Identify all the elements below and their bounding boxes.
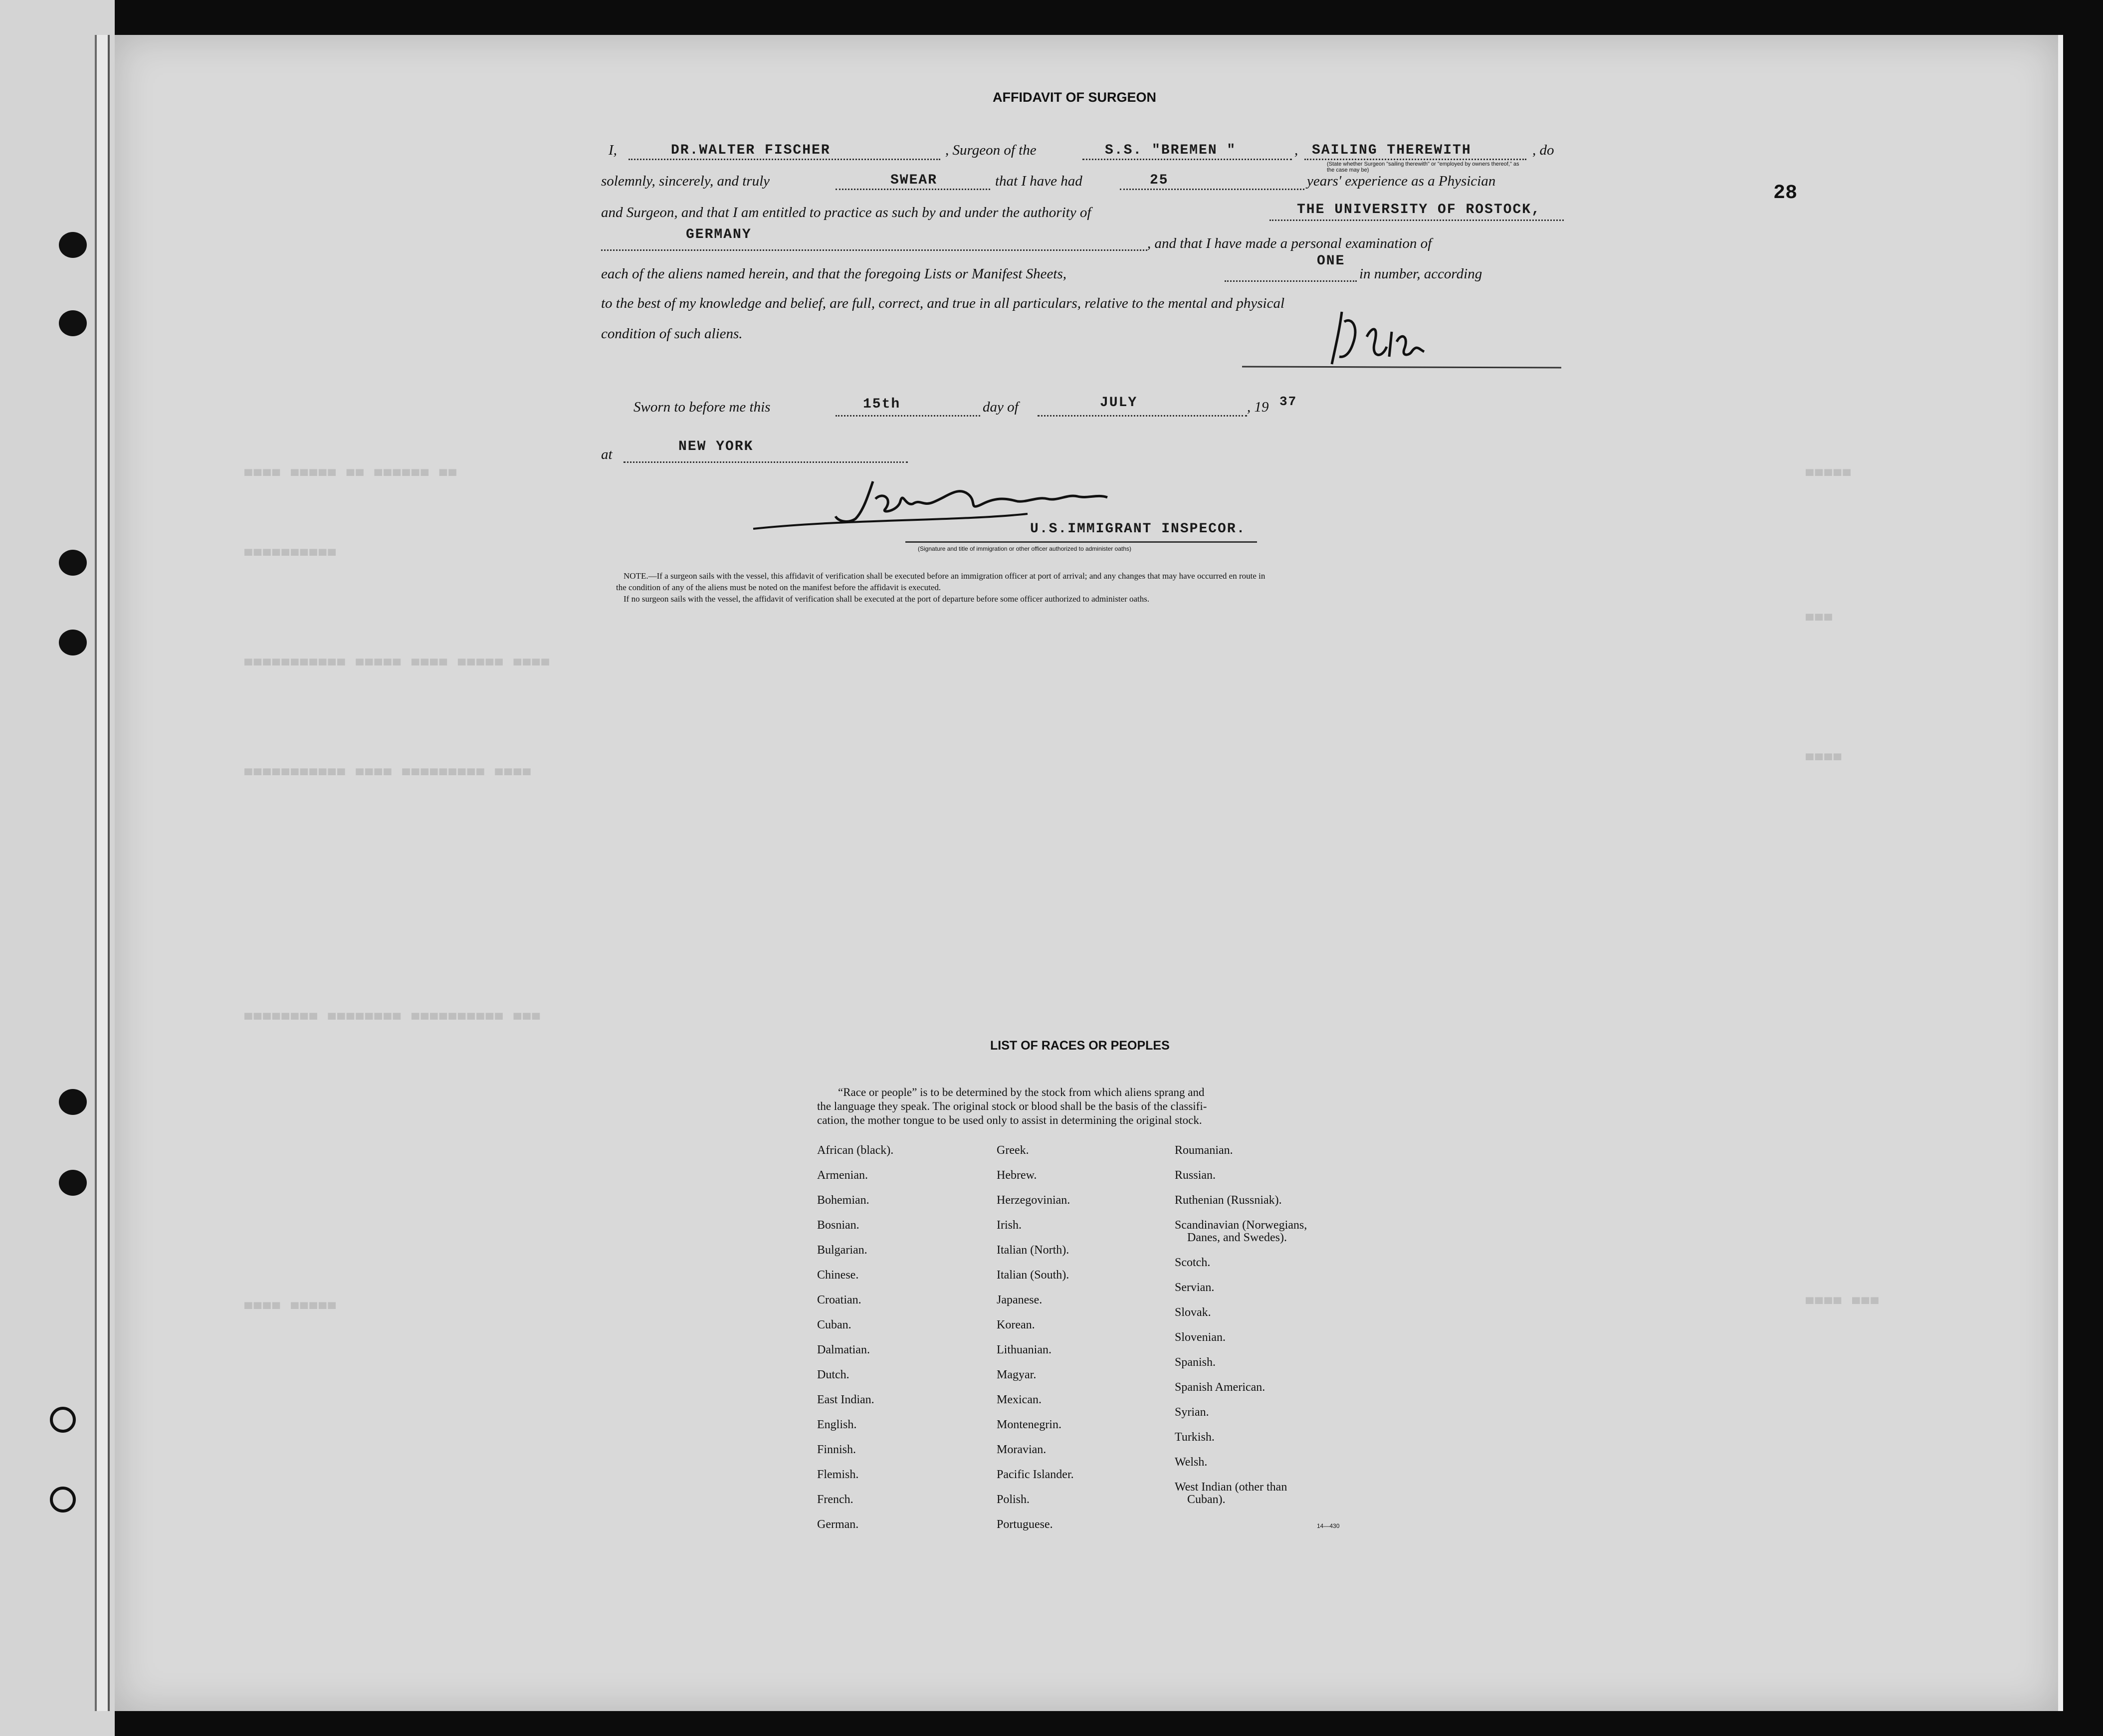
race-item: English. [817, 1418, 857, 1431]
race-item: German. [817, 1518, 859, 1531]
blank-line [624, 461, 908, 463]
races-intro-1: “Race or people” is to be determined by the stock from which aliens sprang and [838, 1086, 1205, 1098]
race-item: Korean. [997, 1318, 1035, 1331]
races-intro-3: cation, the mother tongue to be used only to assist in determining the original stock. [817, 1114, 1202, 1126]
blank-line [601, 249, 1147, 251]
blank-line [1269, 219, 1564, 221]
race-item: Syrian. [1175, 1406, 1209, 1419]
blank-line [629, 159, 940, 160]
bleed-through-text: ▀▀▀ [1806, 614, 1834, 629]
race-item: Scandinavian (Norwegians, [1175, 1219, 1307, 1232]
bleed-through-text: ▀▀▀▀ ▀▀▀ [1806, 1297, 1880, 1312]
bleed-through-text: ▀▀▀▀ [1806, 753, 1843, 768]
at-label: at [601, 446, 613, 462]
race-item: Russian. [1175, 1169, 1216, 1182]
inspector-title: U.S.IMMIGRANT INSPECOR. [1030, 521, 1246, 537]
sworn-label: Sworn to before me this [633, 399, 771, 415]
surgeon-name: DR.WALTER FISCHER [671, 143, 831, 158]
race-item: Cuban. [817, 1318, 851, 1331]
oath-type: SWEAR [890, 173, 938, 188]
race-item: Chinese. [817, 1269, 859, 1282]
licensing-authority: THE UNIVERSITY OF ROSTOCK, [1297, 202, 1541, 217]
race-item: Irish. [997, 1219, 1022, 1232]
form-number: 14—430 [1317, 1522, 1340, 1529]
race-item: Slovenian. [1175, 1331, 1226, 1344]
race-item: Dutch. [817, 1368, 849, 1381]
race-item: Montenegrin. [997, 1418, 1061, 1431]
race-item: Spanish American. [1175, 1381, 1265, 1394]
comma: , [1294, 142, 1298, 158]
race-item: Bosnian. [817, 1219, 859, 1232]
race-item: Magyar. [997, 1368, 1037, 1381]
blank-line [836, 189, 990, 190]
binder-hole [59, 550, 87, 576]
bleed-through-text: ▀▀▀▀ ▀▀▀▀▀ ▀▀ ▀▀▀▀▀▀ ▀▀ [244, 469, 458, 484]
sworn-year-prefix: , 19 [1247, 399, 1269, 415]
race-item: Mexican. [997, 1393, 1042, 1406]
race-item: Flemish. [817, 1468, 859, 1481]
bleed-through-text: ▀▀▀▀▀▀▀▀▀▀ [244, 549, 338, 564]
affidavit-line3: and Surgeon, and that I am entitled to practice as such by and under the authority of [601, 205, 1091, 220]
affidavit-line2-b: that I have had [995, 173, 1082, 189]
affidavit-line4-end: , and that I have made a personal examination of [1147, 235, 1432, 251]
race-item: Bohemian. [817, 1194, 869, 1207]
blank-line [1082, 159, 1292, 160]
blank-line [1225, 280, 1357, 282]
blank-line [1304, 159, 1526, 160]
race-item: Herzegovinian. [997, 1194, 1070, 1207]
sworn-place: NEW YORK [678, 439, 754, 454]
blank-line [836, 415, 980, 417]
sworn-month: JULY [1100, 395, 1138, 411]
affidavit-line2-a: solemnly, sincerely, and truly [601, 173, 770, 189]
document-page [115, 35, 2063, 1711]
race-item: French. [817, 1493, 853, 1506]
race-item: Scotch. [1175, 1256, 1211, 1269]
bleed-through-text: ▀▀▀▀▀▀▀▀▀▀▀ ▀▀▀▀ ▀▀▀▀▀▀▀▀▀ ▀▀▀▀ [244, 768, 532, 783]
race-item: Spanish. [1175, 1356, 1216, 1369]
sailing-status: SAILING THEREWITH [1312, 143, 1472, 158]
affidavit-line6: to the best of my knowledge and belief, are full, correct, and true in all particulars, relative to the mental and physical [601, 295, 1285, 311]
sailing-note: (State whether Surgeon "sailing therewith" or "employed by owners thereof," as the case may be) [1327, 161, 1519, 173]
race-item: Portuguese. [997, 1518, 1053, 1531]
bleed-through-text: ▀▀▀▀▀▀▀▀▀▀▀ ▀▀▀▀▀ ▀▀▀▀ ▀▀▀▀▀ ▀▀▀▀ [244, 658, 551, 673]
race-item: Croatian. [817, 1294, 861, 1306]
page-number: 28 [1773, 182, 1798, 205]
signature-line [905, 541, 1257, 543]
manifest-sheet-count: ONE [1317, 253, 1345, 269]
vessel-name: S.S. "BREMEN " [1105, 143, 1237, 158]
binder-hole [59, 310, 87, 336]
bleed-through-text: ▀▀▀▀▀▀▀▀ ▀▀▀▀▀▀▀▀ ▀▀▀▀▀▀▀▀▀▀ ▀▀▀ [244, 1013, 542, 1028]
affidavit-note-2: the condition of any of the aliens must be noted on the manifest before the affidavit is executed. [616, 583, 941, 592]
race-item: Roumanian. [1175, 1144, 1233, 1157]
affidavit-line2-c: years' experience as a Physician [1307, 173, 1496, 189]
races-intro-2: the language they speak. The original stock or blood shall be the basis of the classifi- [817, 1100, 1207, 1112]
years-experience: 25 [1150, 173, 1169, 188]
race-item: Greek. [997, 1144, 1029, 1157]
race-item: Armenian. [817, 1169, 868, 1182]
affidavit-line1-prefix: I, [609, 142, 617, 158]
race-item: Japanese. [997, 1294, 1043, 1306]
affidavit-note-1: NOTE.—If a surgeon sails with the vessel, this affidavit of verification shall be executed before an immigration officer at port of arrival; and any changes that may have occurred en route in [624, 571, 1265, 581]
affidavit-line1-end: , do [1532, 142, 1554, 158]
affidavit-line1-mid: , Surgeon of the [945, 142, 1037, 158]
race-item: Cuban). [1187, 1493, 1226, 1506]
affidavit-title: AFFIDAVIT OF SURGEON [993, 90, 1156, 105]
licensing-authority-country: GERMANY [686, 227, 752, 242]
race-item: Moravian. [997, 1443, 1047, 1456]
race-item: Hebrew. [997, 1169, 1037, 1182]
race-item: East Indian. [817, 1393, 874, 1406]
binder-hole [59, 630, 87, 655]
race-item: Finnish. [817, 1443, 856, 1456]
race-item: Dalmatian. [817, 1343, 870, 1356]
race-item: Bulgarian. [817, 1244, 867, 1257]
race-item: African (black). [817, 1144, 894, 1157]
surgeon-signature [1237, 302, 1566, 372]
race-item: Italian (South). [997, 1269, 1069, 1282]
races-title: LIST OF RACES OR PEOPLES [990, 1039, 1170, 1053]
race-item: Italian (North). [997, 1244, 1069, 1257]
race-item: Lithuanian. [997, 1343, 1052, 1356]
race-item: Servian. [1175, 1281, 1215, 1294]
binder-hole [59, 232, 87, 258]
race-item: Pacific Islander. [997, 1468, 1074, 1481]
binder-hole [59, 1089, 87, 1115]
race-item: Ruthenian (Russniak). [1175, 1194, 1282, 1207]
binder-hole [59, 1170, 87, 1196]
race-item: Slovak. [1175, 1306, 1211, 1319]
binder-hole [50, 1407, 76, 1433]
binding-strip [95, 35, 110, 1711]
sworn-day-of: day of [983, 399, 1019, 415]
bleed-through-text: ▀▀▀▀▀ [1806, 469, 1853, 484]
race-item: Danes, and Swedes). [1187, 1231, 1287, 1244]
bleed-through-text: ▀▀▀▀ ▀▀▀▀▀ [244, 1302, 338, 1317]
affidavit-line5-a: each of the aliens named herein, and that the foregoing Lists or Manifest Sheets, [601, 266, 1066, 282]
affidavit-line5-b: in number, according [1359, 266, 1482, 282]
race-item: Turkish. [1175, 1431, 1215, 1444]
blank-line [1120, 189, 1304, 190]
affidavit-note-3: If no surgeon sails with the vessel, the affidavit of verification shall be executed at the port of departure before some officer authorized to administer oaths. [624, 594, 1150, 604]
race-item: West Indian (other than [1175, 1481, 1287, 1494]
blank-line [1038, 415, 1247, 417]
race-item: Polish. [997, 1493, 1030, 1506]
race-item: Welsh. [1175, 1456, 1208, 1469]
binder-hole [50, 1487, 76, 1513]
affidavit-line7: condition of such aliens. [601, 326, 743, 342]
sworn-year: 37 [1279, 394, 1297, 409]
sworn-day: 15th [863, 397, 901, 412]
inspector-caption: (Signature and title of immigration or other officer authorized to administer oaths) [918, 545, 1131, 552]
